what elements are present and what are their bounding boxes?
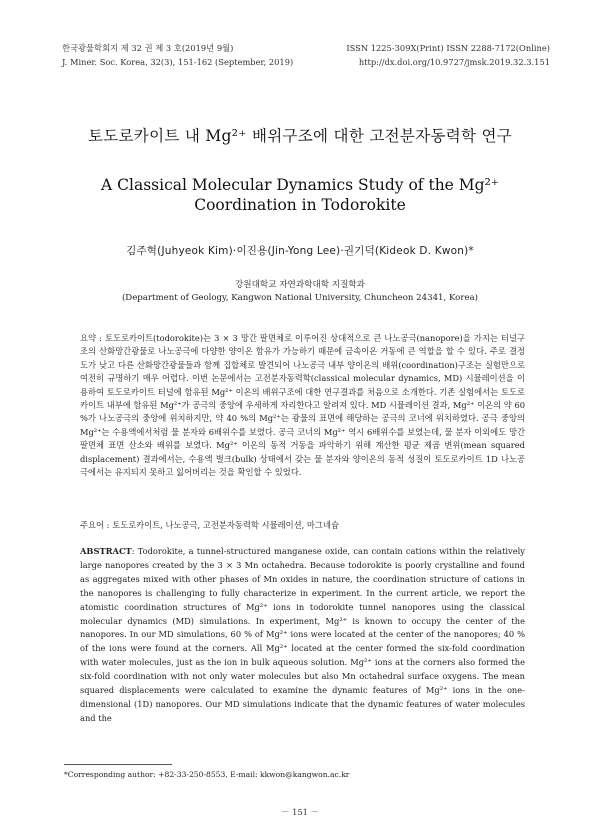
page-number: － 151 － (281, 807, 319, 817)
affiliation-korean: 강원대학교 자연과학대학 지질학과 (235, 280, 365, 290)
affiliation-english: (Department of Geology, Kangwon National University, Chuncheon 24341, Korea) (121, 293, 479, 303)
korean-title: 토도로카이트 내 Mg²⁺ 배위구조에 대한 고전분자동력학 연구 (87, 127, 513, 145)
footnote-rule (64, 764, 172, 765)
korean-keywords: 주요어 : 토도로카이트, 나노공극, 고전분자동력학 시뮬레이션, 마그네슘 (80, 520, 339, 530)
english-abstract (80, 545, 525, 726)
affiliation (0, 279, 600, 305)
corresponding-author-footnote: *Corresponding author: +82-33-250-8553, E-mail: kkwon@kangwon.ac.kr (64, 770, 350, 779)
english-abstract-text: : Todorokite, a tunnel-structured manganese oxide, can contain cations within the relatively large nanopores created by the 3 × 3 Mn octahedra. Because todorokite is poorly crystalline and found as aggregates mixed with other phases of Mn oxides in nature, the coordination structure of cations in the nanopores is challenging to fully characterize in experiment. In the current article, we report the atomistic coordination structures of Mg²⁺ ions in todorokite tunnel nanopores using the classical molecular dynamics (MD) simulations. In experiment, Mg²⁺ is known to occupy the center of the nanopores. In our MD simulations, 60 % of Mg²⁺ ions were located at the center of the nanopores; 40 % of the ions were found at the corners. All Mg²⁺ located at the center formed the six-fold coordination with water molecules, just as the ion in bulk aqueous solution. Mg²⁺ ions at the corners also formed the six-fold coordination with not only water molecules but also Mn octahedral surface oxygens. The mean squared displacements were calculated to examine the dynamic features of Mg²⁺ ions in the one-dimensional (1D) nanopores. Our MD simulations indicate that the dynamic features of water molecules and the (80, 546, 525, 723)
english-title: A Classical Molecular Dynamics Study of the Mg²⁺ Coordination in Todorokite (101, 176, 499, 214)
running-header-left (62, 42, 293, 69)
journal-korean: 한국광물학회지 제 32 권 제 3 호(2019년 9월) (62, 43, 234, 53)
issn: ISSN 1225-309X(Print) ISSN 2288-7172(Online) (346, 43, 550, 53)
abstract-label: ABSTRACT (80, 546, 132, 556)
doi: http://dx.doi.org/10.9727/jmsk.2019.32.3.151 (358, 56, 550, 67)
journal-citation: J. Miner. Soc. Korea, 32(3), 151-162 (September, 2019) (62, 56, 294, 67)
running-header-right (346, 42, 550, 69)
korean-abstract: 요약 : 토도로카이트(todorokite)는 3 × 3 망간 팔면체로 이루어진 상대적으로 큰 나노공극(nanopore)을 가지는 터널구조의 산화망간광물로 나노공극에 다양한 양이온 함유가 가능하기 때문에 금속이온 거동에 큰 역할을 할 수 있다. 주로 결정도가 낮고 다른 산화망간광물들과 함께 집합체로 발견되어 나노공극 내부 양이온의 배위(coordination)구조는 실험만으로 여전히 규명하기 매우 어렵다. 이번 논문에서는 고전분자동력학(classical molecular dynamics, MD) 시뮬레이션을 이용하여 토도로카이트 터널에 함유된 Mg²⁺ 이온의 배위구조에 대한 연구결과를 처음으로 소개한다. 기존 실험에서는 토도로카이트 내부에 함유된 Mg²⁺가 공극의 중앙에 우세하게 자리한다고 알려져 있다. MD 시뮬레이션 결과, Mg²⁺ 이온의 약 60 %가 나노공극의 중앙에 위치하지만, 약 40 %의 Mg²⁺는 광물의 표면에 해당하는 공극의 코너에 위치하였다. 공극 중앙의 Mg²⁺는 수용액에서처럼 물 분자와 6배위수를 보였다. 공극 코너의 Mg²⁺ 역시 6배위수를 보였는데, 물 분자 이외에도 망간 팔면체 표면 산소와 배위를 보였다. Mg²⁺ 이온의 동적 거동을 파악하기 위해 계산한 평균 제곱 변위(mean squared displacement) 결과에서는, 수용액 벌크(bulk) 상태에서 갖는 물 분자와 양이온의 동적 성질이 토도로카이트 1D 나노공극에서는 유지되지 못하고 잃어버리는 것을 확인할 수 있었다. (80, 333, 525, 478)
author-list: 김주혁(Juhyeok Kim)·이진용(Jin-Yong Lee)·권기덕(Kideok D. Kwon)* (126, 245, 474, 257)
